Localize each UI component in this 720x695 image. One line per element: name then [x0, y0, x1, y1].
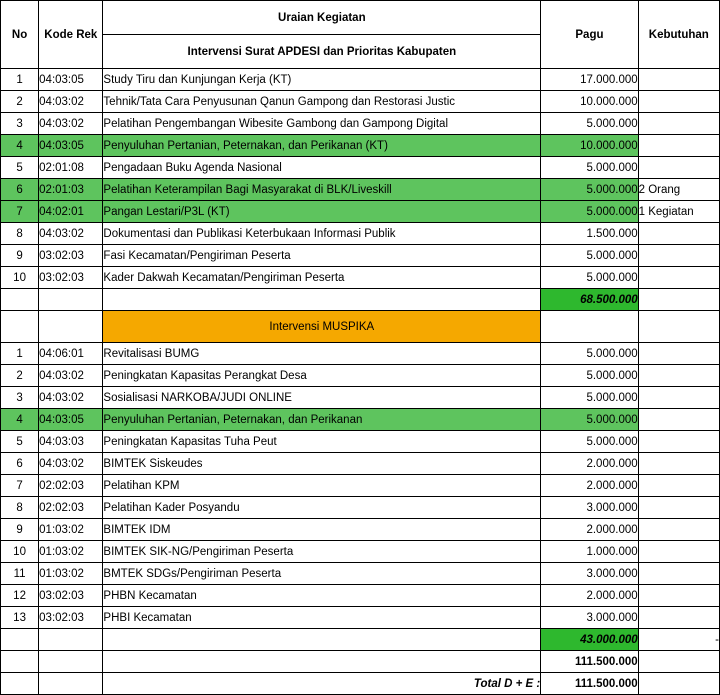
cell-no: 4: [1, 409, 39, 431]
cell-pagu: [541, 311, 638, 343]
cell-pagu: 5.000.000: [541, 179, 638, 201]
table-row[interactable]: [1, 157, 720, 179]
cell-no: 4: [1, 135, 39, 157]
cell-no: 1: [1, 69, 39, 91]
table-row[interactable]: [1, 585, 720, 607]
table-row[interactable]: [1, 223, 720, 245]
cell-kode-rek: 04:03:05: [39, 69, 103, 91]
table-row[interactable]: [1, 453, 720, 475]
cell-pagu: 5.000.000: [541, 409, 638, 431]
cell-pagu: 3.000.000: [541, 563, 638, 585]
table-header-row-1: [1, 1, 720, 35]
cell-pagu: 5.000.000: [541, 365, 638, 387]
cell-uraian: Pelatihan Pengembangan Wibesite Gambong dan Gampong Digital: [103, 113, 541, 135]
section-1-subtotal-pagu: 68.500.000: [541, 289, 638, 311]
cell-uraian: [103, 651, 541, 673]
table-row[interactable]: [1, 245, 720, 267]
table-row[interactable]: [1, 475, 720, 497]
cell-kebutuhan: 2 Orang: [638, 179, 719, 201]
cell-kode-rek: [39, 673, 103, 695]
cell-pagu: 5.000.000: [541, 267, 638, 289]
cell-no: 7: [1, 201, 39, 223]
section-2-subtotal-row: [1, 629, 720, 651]
cell-kebutuhan: 1 Kegiatan: [638, 201, 719, 223]
cell-uraian: Pangan Lestari/P3L (KT): [103, 201, 541, 223]
cell-no: 3: [1, 113, 39, 135]
cell-no: 9: [1, 519, 39, 541]
cell-kode-rek: 04:03:02: [39, 223, 103, 245]
cell-kebutuhan: [638, 409, 719, 431]
cell-no: [1, 311, 39, 343]
cell-uraian: Peningkatan Kapasitas Perangkat Desa: [103, 365, 541, 387]
cell-no: 8: [1, 223, 39, 245]
cell-uraian: Pengadaan Buku Agenda Nasional: [103, 157, 541, 179]
section-1-subtotal-row: [1, 289, 720, 311]
cell-kode-rek: 01:03:02: [39, 541, 103, 563]
cell-pagu: 2.000.000: [541, 475, 638, 497]
table-row[interactable]: [1, 387, 720, 409]
cell-kode-rek: 04:03:03: [39, 431, 103, 453]
table-row[interactable]: [1, 91, 720, 113]
cell-uraian: Fasi Kecamatan/Pengiriman Peserta: [103, 245, 541, 267]
cell-no: 6: [1, 453, 39, 475]
table-row[interactable]: [1, 541, 720, 563]
cell-kode-rek: [39, 289, 103, 311]
table-row[interactable]: [1, 563, 720, 585]
cell-uraian: Tehnik/Tata Cara Penyusunan Qanun Gampong dan Restorasi Justic: [103, 91, 541, 113]
cell-kebutuhan: [638, 541, 719, 563]
cell-uraian: Revitalisasi BUMG: [103, 343, 541, 365]
cell-no: 12: [1, 585, 39, 607]
cell-kode-rek: 02:01:08: [39, 157, 103, 179]
cell-pagu: 17.000.000: [541, 69, 638, 91]
header-section-1-title: Intervensi Surat APDESI dan Prioritas Kabupaten: [103, 35, 541, 69]
cell-kebutuhan: [638, 585, 719, 607]
cell-kebutuhan: [638, 135, 719, 157]
cell-kebutuhan: [638, 497, 719, 519]
table-row[interactable]: [1, 135, 720, 157]
cell-pagu: 5.000.000: [541, 431, 638, 453]
table-row[interactable]: [1, 431, 720, 453]
cell-kode-rek: 04:03:05: [39, 409, 103, 431]
cell-uraian: Pelatihan Kader Posyandu: [103, 497, 541, 519]
cell-no: [1, 289, 39, 311]
table-row[interactable]: [1, 343, 720, 365]
cell-kebutuhan: [638, 431, 719, 453]
cell-pagu: 5.000.000: [541, 343, 638, 365]
cell-kebutuhan: [638, 475, 719, 497]
cell-no: 2: [1, 365, 39, 387]
cell-no: 5: [1, 431, 39, 453]
cell-kebutuhan: [638, 223, 719, 245]
section-2-title: Intervensi MUSPIKA: [103, 311, 541, 343]
cell-no: 13: [1, 607, 39, 629]
cell-uraian: Pelatihan Keterampilan Bagi Masyarakat di BLK/Liveskill: [103, 179, 541, 201]
cell-pagu: 2.000.000: [541, 585, 638, 607]
cell-kebutuhan: [638, 69, 719, 91]
cell-kode-rek: [39, 651, 103, 673]
cell-kode-rek: 03:02:03: [39, 585, 103, 607]
cell-no: 2: [1, 91, 39, 113]
cell-kode-rek: 02:01:03: [39, 179, 103, 201]
cell-uraian: Penyuluhan Pertanian, Peternakan, dan Perikanan: [103, 409, 541, 431]
cell-no: 11: [1, 563, 39, 585]
cell-no: 6: [1, 179, 39, 201]
cell-uraian: Dokumentasi dan Publikasi Keterbukaan Informasi Publik: [103, 223, 541, 245]
cell-kebutuhan: [638, 311, 719, 343]
cell-uraian: PHBN Kecamatan: [103, 585, 541, 607]
cell-kebutuhan: [638, 365, 719, 387]
cell-kebutuhan: [638, 563, 719, 585]
grand-total-pagu: 111.500.000: [541, 651, 638, 673]
header-kebutuhan: Kebutuhan: [638, 1, 719, 69]
cell-no: 10: [1, 541, 39, 563]
cell-no: 7: [1, 475, 39, 497]
cell-kode-rek: 04:03:05: [39, 135, 103, 157]
cell-uraian: Study Tiru dan Kunjungan Kerja (KT): [103, 69, 541, 91]
cell-pagu: 5.000.000: [541, 387, 638, 409]
cell-kebutuhan: [638, 91, 719, 113]
cell-pagu: 5.000.000: [541, 245, 638, 267]
header-kode-rek: Kode Rek: [39, 1, 103, 69]
final-total-label: Total D + E :: [103, 673, 541, 695]
header-pagu: Pagu: [541, 1, 638, 69]
cell-uraian: Sosialisasi NARKOBA/JUDI ONLINE: [103, 387, 541, 409]
cell-uraian: BIMTEK Siskeudes: [103, 453, 541, 475]
cell-kebutuhan: [638, 519, 719, 541]
cell-no: 3: [1, 387, 39, 409]
cell-kebutuhan: [638, 343, 719, 365]
cell-no: [1, 629, 39, 651]
table-row[interactable]: [1, 497, 720, 519]
cell-kode-rek: 01:03:02: [39, 563, 103, 585]
cell-pagu: 10.000.000: [541, 91, 638, 113]
cell-pagu: 1.000.000: [541, 541, 638, 563]
cell-kode-rek: 04:02:01: [39, 201, 103, 223]
cell-kode-rek: 04:03:02: [39, 365, 103, 387]
cell-kebutuhan: [638, 673, 719, 695]
table-row[interactable]: [1, 409, 720, 431]
cell-kode-rek: [39, 311, 103, 343]
cell-pagu: 1.500.000: [541, 223, 638, 245]
cell-no: [1, 651, 39, 673]
cell-kode-rek: [39, 629, 103, 651]
cell-kode-rek: 03:02:03: [39, 245, 103, 267]
header-uraian-kegiatan: Uraian Kegiatan: [103, 1, 541, 35]
section-2-subtotal-kebutuhan: -: [638, 629, 719, 651]
cell-no: 1: [1, 343, 39, 365]
cell-pagu: 3.000.000: [541, 497, 638, 519]
grand-total-row: [1, 651, 720, 673]
cell-kode-rek: 04:03:02: [39, 387, 103, 409]
cell-pagu: 5.000.000: [541, 113, 638, 135]
cell-kebutuhan: [638, 113, 719, 135]
cell-pagu: 3.000.000: [541, 607, 638, 629]
table-row[interactable]: [1, 519, 720, 541]
cell-kebutuhan: [638, 387, 719, 409]
cell-kebutuhan: [638, 289, 719, 311]
cell-uraian: Pelatihan KPM: [103, 475, 541, 497]
cell-kebutuhan: [638, 157, 719, 179]
table-row[interactable]: [1, 179, 720, 201]
section-2-title-row: [1, 311, 720, 343]
cell-no: 9: [1, 245, 39, 267]
cell-pagu: 5.000.000: [541, 201, 638, 223]
cell-no: 5: [1, 157, 39, 179]
cell-pagu: 10.000.000: [541, 135, 638, 157]
cell-kode-rek: 02:02:03: [39, 497, 103, 519]
cell-uraian: PHBI Kecamatan: [103, 607, 541, 629]
table-row[interactable]: [1, 365, 720, 387]
cell-kode-rek: 04:03:02: [39, 113, 103, 135]
final-total-row: [1, 673, 720, 695]
cell-kebutuhan: [638, 267, 719, 289]
table-row[interactable]: [1, 69, 720, 91]
cell-no: 10: [1, 267, 39, 289]
table-row[interactable]: [1, 113, 720, 135]
cell-pagu: 2.000.000: [541, 453, 638, 475]
cell-no: 8: [1, 497, 39, 519]
cell-kebutuhan: [638, 245, 719, 267]
cell-uraian: [103, 629, 541, 651]
cell-uraian: Peningkatan Kapasitas Tuha Peut: [103, 431, 541, 453]
cell-kebutuhan: [638, 453, 719, 475]
final-total-pagu: 111.500.000: [541, 673, 638, 695]
cell-kode-rek: 04:03:02: [39, 453, 103, 475]
cell-kode-rek: 04:06:01: [39, 343, 103, 365]
cell-kode-rek: 03:02:03: [39, 607, 103, 629]
table-row[interactable]: [1, 201, 720, 223]
section-2-subtotal-pagu: 43.000.000: [541, 629, 638, 651]
table-row[interactable]: [1, 267, 720, 289]
cell-pagu: 2.000.000: [541, 519, 638, 541]
cell-pagu: 5.000.000: [541, 157, 638, 179]
cell-kode-rek: 04:03:02: [39, 91, 103, 113]
cell-uraian: [103, 289, 541, 311]
cell-uraian: Kader Dakwah Kecamatan/Pengiriman Peserta: [103, 267, 541, 289]
cell-uraian: Penyuluhan Pertanian, Peternakan, dan Perikanan (KT): [103, 135, 541, 157]
cell-uraian: BIMTEK IDM: [103, 519, 541, 541]
cell-uraian: BIMTEK SIK-NG/Pengiriman Peserta: [103, 541, 541, 563]
cell-kode-rek: 02:02:03: [39, 475, 103, 497]
cell-uraian: BMTEK SDGs/Pengiriman Peserta: [103, 563, 541, 585]
cell-kode-rek: 03:02:03: [39, 267, 103, 289]
header-no: No: [1, 1, 39, 69]
cell-kebutuhan: [638, 651, 719, 673]
cell-no: [1, 673, 39, 695]
cell-kode-rek: 01:03:02: [39, 519, 103, 541]
